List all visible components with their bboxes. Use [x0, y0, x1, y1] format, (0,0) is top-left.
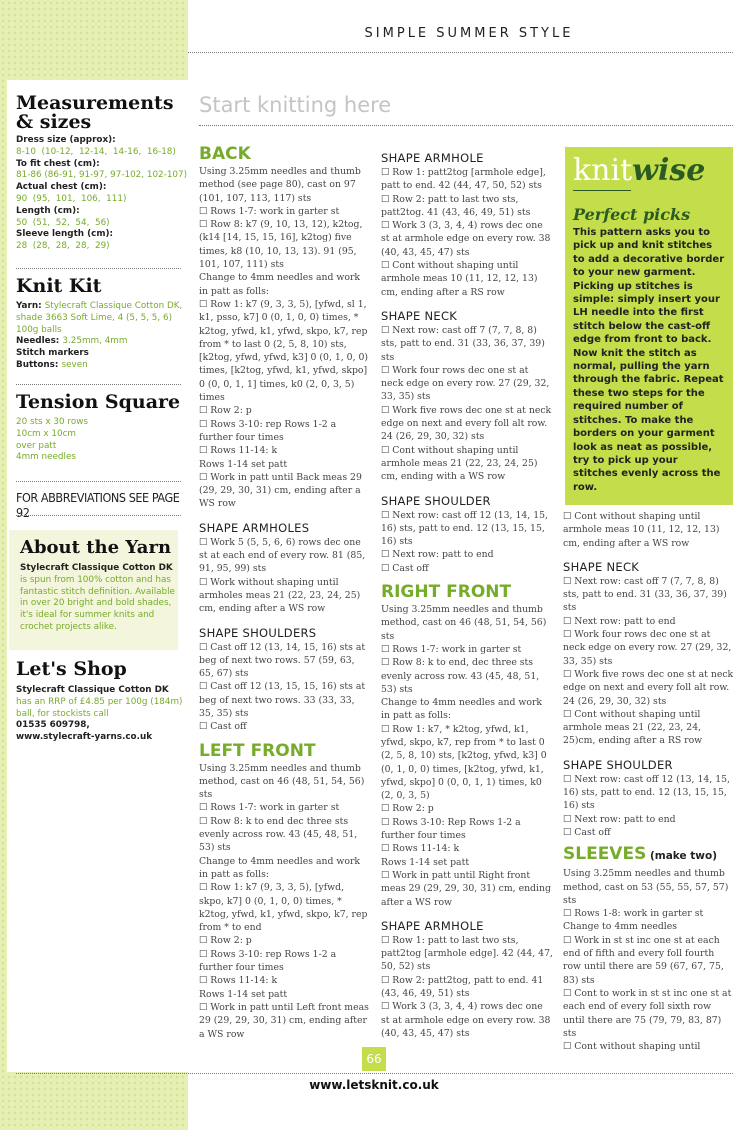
section-heading: RIGHT FRONT [381, 582, 512, 603]
pattern-instruction: ☐ Cont without shaping until armhole meas 10 (11, 12, 12, 13) cm, ending after a RS row [381, 260, 538, 298]
buttons-label: Buttons: [16, 359, 62, 370]
shop-text: has an RRP of £4.85 per 100g (184m) ball, for stockists call [16, 696, 183, 719]
pattern-instruction: ☐ Work 5 (5, 5, 6, 6) rows dec one st at each end of every row. 81 (85, 91, 95, 99) sts [199, 536, 366, 575]
pattern-instruction: ☐ Cast off 12 (13, 15, 15, 16) sts at beg of next two rows. 33 (33, 33, 35, 35) sts [199, 681, 366, 719]
yarn-label: Yarn: [16, 301, 45, 311]
tension-line: over patt [16, 440, 57, 451]
pattern-instruction: ☐ Rows 11-14: k [199, 445, 278, 457]
pattern-instruction: Using 3.25mm needles and thumb method, cast on 46 (48, 51, 54, 56) sts [381, 604, 547, 642]
pattern-instruction: ☐ Rows 3-10: rep Rows 1-2 a further four times [199, 418, 337, 443]
about-yarn-title: About the Yarn [20, 537, 172, 558]
sleeve-label: Sleeve length (cm): [16, 229, 114, 240]
pattern-instruction: ☐ Next row: cast off 7 (7, 7, 8, 8) sts, patt to end. 31 (33, 36, 37, 39) sts [563, 575, 727, 614]
pattern-instruction: ☐ Row 1: patt2tog [armhole edge], patt to end. 42 (44, 47, 50, 52) sts [381, 167, 546, 192]
pattern-instruction: ☐ Rows 1-7: work in garter st [199, 802, 340, 814]
shop-yarn-name: Stylecraft Classique Cotton DK [16, 685, 169, 695]
pattern-instruction: ☐ Cast off 12 (13, 14, 15, 16) sts at beg of next two rows. 57 (59, 63, 65, 67) sts [199, 641, 366, 680]
pattern-instruction: ☐ Rows 3-10: Rep Rows 1-2 a further four times [381, 816, 521, 842]
pattern-instruction: Rows 1-14 set patt [381, 856, 470, 868]
knitwise-box [565, 147, 733, 505]
measurements-title: Measurements & sizes [16, 92, 174, 133]
pattern-instruction: Using 3.25mm needles and thumb method (see page 80), cast on 97 (101, 107, 113, 117) sts [199, 166, 361, 204]
pattern-instruction: ☐ Cast off [563, 826, 611, 838]
actual-values: 90 (95, 101, 106, 111) [16, 193, 127, 204]
tension-line: 10cm x 10cm [16, 428, 76, 439]
pattern-instruction: ☐ Next row: cast off 12 (13, 14, 15, 16) sts, patt to end. 12 (13, 15, 15, 16) sts [563, 773, 730, 812]
subsection-heading: SHAPE SHOULDER [381, 493, 491, 508]
needles-value: 3.25mm, 4mm [62, 336, 128, 347]
chest-label: To fit chest (cm): [16, 158, 100, 169]
pattern-instruction: ☐ Next row: patt to end [563, 813, 676, 825]
pattern-instruction: Rows 1-14 set patt [199, 988, 288, 1000]
dress-label: Dress size (approx): [16, 135, 116, 145]
footer-rule [16, 1073, 733, 1074]
actual-label: Actual chest (cm): [16, 182, 107, 193]
pattern-instruction: ☐ Row 2: p [199, 935, 252, 947]
pattern-instruction: ☐ Work five rows dec one st at neck edge on next and every foll alt row. 24 (26, 29, 30, 32) sts [563, 668, 734, 707]
section-heading [563, 843, 735, 867]
length-values: 50 (51, 52, 54, 56) [16, 217, 110, 228]
pattern-instruction: Change to 4mm needles and work in patt as folls: [199, 855, 361, 880]
section-heading-sub: (make two) [646, 850, 718, 863]
shop-phone: 01535 609798, [16, 720, 90, 731]
pattern-instruction: ☐ Cast off [199, 721, 247, 733]
footer-url[interactable]: www.letsknit.co.uk [309, 1078, 439, 1092]
pattern-instruction: ☐ Next row: patt to end [381, 549, 494, 561]
pattern-instruction: ☐ Rows 3-10: rep Rows 1-2 a further four times [199, 948, 337, 974]
pattern-instruction: ☐ Cont to work in st st inc one st at each end of every foll sixth row until there are 75 (79, 79, 83, 87) sts [563, 987, 732, 1039]
section-heading: LEFT FRONT [199, 740, 316, 761]
pattern-instruction: Using 3.25mm needles and thumb method, cast on 53 (55, 55, 57, 57) sts [563, 868, 729, 906]
pattern-instruction: ☐ Next row: cast off 12 (13, 14, 15, 16) sts, patt to end. 12 (13, 15, 15, 16) sts [381, 509, 548, 548]
pattern-instruction: ☐ Work in patt until Right front meas 29 (29, 29, 30, 31) cm, ending after a WS row [381, 869, 551, 908]
pattern-instruction: ☐ Row 1: patt to last two sts, patt2tog [armhole edge]. 42 (44, 47, 50, 52) sts [381, 934, 553, 973]
pattern-instruction: ☐ Cont without shaping until armhole meas 21 (22, 23, 24, 25)cm, ending after a RS row [563, 708, 703, 747]
heading-rule [199, 125, 733, 126]
pattern-instruction: ☐ Row 1: k7 (9, 3, 3, 5), [yfwd, sl 1, k1, psso, k7] 0 (0, 1, 0, 0) times, * k2tog, yfwd, k1, yfwd, skpo, k7, rep from * to last 0 (2, 5, 8, 10) sts, [k2tog, yfwd, yfwd, k3] 0 (0, 1, 0, 0) times, [k2tog, yfwd, k1, yfwd, skpo] 0 (0, 0, 1, 1] times, k0 (2, 0, 3, 5) times [199, 298, 369, 404]
pattern-instruction: ☐ Work 3 (3, 3, 4, 4) rows dec one st at armhole edge on every row. 38 (40, 43, 45, 47) sts [381, 1001, 551, 1039]
knitwise-subtitle: Perfect picks [573, 205, 691, 224]
subsection-heading: SHAPE SHOULDERS [199, 625, 317, 640]
pattern-instruction: ☐ Work four rows dec one st at neck edge on every row. 27 (29, 32, 33, 35) sts [563, 629, 732, 667]
pattern-instruction: ☐ Row 8: k to end, dec three sts evenly across row. 43 (45, 48, 51, 53) sts [381, 657, 540, 695]
pattern-instruction: ☐ Cont without shaping until armhole meas 21 (22, 23, 24, 25) cm, ending with a WS row [381, 444, 538, 483]
lets-shop-section [16, 660, 188, 744]
sleeve-values: 28 (28, 28, 28, 29) [16, 241, 110, 252]
knitwise-logo-b: wise [632, 153, 706, 188]
subsection-heading: SHAPE ARMHOLES [199, 520, 310, 535]
pattern-instruction: ☐ Row 2: patt2tog, patt to end. 41 (43, 46, 49, 51) sts [381, 974, 544, 1000]
yarn-value: Stylecraft Classique Cotton DK, shade 3663 Soft Lime, 4 (5, 5, 5, 6) 100g balls [16, 301, 183, 335]
header-rule [188, 52, 733, 53]
section-heading-text: SLEEVES [563, 844, 647, 865]
pattern-column-2 [381, 150, 553, 1040]
pattern-instruction: ☐ Rows 11-14: k [381, 843, 460, 855]
pattern-instruction: ☐ Row 1: k7, * k2tog, yfwd, k1, yfwd, skpo, k7, rep from * to last 0 (2, 5, 8, 10) sts, [k2tog, yfwd, k3] 0 (0, 1, 0, 0) times, [k2tog, yfwd, k1, yfwd, skpo] 0 (0, 0, 1, 1) times, k0 (2, 0, 3, 5) [381, 723, 547, 802]
about-yarn-section [20, 538, 175, 634]
knit-kit-section [16, 277, 188, 372]
pattern-instruction: ☐ Next row: patt to end [563, 615, 676, 627]
yarn-name: Stylecraft Classique Cotton DK [20, 563, 173, 573]
length-label: Length (cm): [16, 205, 80, 216]
yarn-description: is spun from 100% cotton and has fantastic stitch definition. Available in over 20 bright and bold shades, it's ideal for summer knits and crochet projects alike. [20, 574, 175, 632]
lets-shop-title: Let's Shop [16, 658, 127, 680]
logo-underline [573, 190, 631, 191]
chest-values: 81-86 (86-91, 91-97, 97-102, 102-107) [16, 170, 188, 181]
dress-values: 8-10 (10-12, 12-14, 14-16, 16-18) [16, 146, 176, 157]
knitwise-body: This pattern asks you to pick up and knit stitches to add a decorative border to your new garment. Picking up stitches is simple: simply insert your LH needle into the first stitch below the cast-off edge from front to back. Now knit the stitch as normal, pulling the yarn through the fabric. Repeat these two steps for the required number of stitches. To make the borders on your garment look as neat as possible, try to pick up your stitches evenly across the row. [573, 227, 725, 493]
pattern-instruction: ☐ Row 2: p [199, 405, 252, 417]
tension-section [16, 393, 188, 464]
subsection-heading: SHAPE ARMHOLE [381, 918, 484, 933]
subsection-heading: SHAPE NECK [381, 308, 458, 323]
knit-kit-title: Knit Kit [16, 275, 102, 297]
pattern-instruction: ☐ Work four rows dec one st at neck edge on every row. 27 (29, 32, 33, 35) sts [381, 364, 550, 403]
pattern-instruction: ☐ Row 2: p [381, 803, 434, 815]
divider [16, 515, 181, 516]
pattern-column-1 [199, 143, 369, 1041]
pattern-instruction: Rows 1-14 set patt [199, 458, 288, 470]
pattern-instruction: ☐ Work in patt until Back meas 29 (29, 29, 30, 31) cm, ending after a WS row [199, 471, 362, 510]
pattern-instruction: ☐ Row 1: k7 (9, 3, 3, 5), [yfwd, skpo, k7] 0 (0, 1, 0, 0) times, * k2tog, yfwd, k1, yfwd, skpo, k7, rep from * to end [199, 882, 368, 934]
pattern-instruction: ☐ Row 2: patt to last two sts, patt2tog. 41 (43, 46, 49, 51) sts [381, 193, 531, 218]
tension-title: Tension Square [16, 391, 181, 413]
pattern-instruction: ☐ Cont without shaping until [563, 1041, 701, 1053]
knitwise-logo [573, 153, 725, 189]
pattern-instruction: ☐ Work five rows dec one st at neck edge on next and every foll alt row. 24 (26, 29, 30, 32) sts [381, 404, 552, 443]
page-number: 66 [362, 1047, 386, 1071]
pattern-instruction: ☐ Next row: cast off 7 (7, 7, 8, 8) sts, patt to end. 31 (33, 36, 37, 39) sts [381, 324, 545, 363]
abbreviations-note: FOR ABBREVIATIONS SEE PAGE 92 [16, 490, 180, 520]
pattern-instruction: Using 3.25mm needles and thumb method, cast on 46 (48, 51, 54, 56) sts [199, 762, 365, 801]
pattern-instruction: ☐ Work without shaping until armholes meas 21 (22, 23, 24, 25) cm, ending after a WS row [199, 576, 361, 615]
pattern-instruction: ☐ Cast off [381, 562, 429, 574]
pattern-instruction: Change to 4mm needles and work in patt as folls: [199, 272, 361, 297]
measurements-section [16, 94, 188, 253]
stitch-markers: Stitch markers [16, 348, 89, 359]
pattern-column-3 [563, 510, 735, 1053]
knitwise-logo-a: knit [573, 153, 633, 188]
pattern-instruction: Change to 4mm needles [563, 921, 678, 933]
series-title: SIMPLE SUMMER STYLE [364, 26, 574, 41]
pattern-instruction: ☐ Row 8: k to end dec three sts evenly across row. 43 (45, 48, 51, 53) sts [199, 815, 358, 854]
buttons-value: seven [61, 359, 88, 370]
pattern-instruction: ☐ Rows 1-7: work in garter st [199, 205, 340, 217]
pattern-instruction: ☐ Work 3 (3, 3, 4, 4) rows dec one st at armhole edge on every row. 38 (40, 43, 45, 47) sts [381, 220, 551, 258]
pattern-instruction: Change to 4mm needles and work in patt as folls: [381, 697, 543, 722]
tension-line: 4mm needles [16, 452, 76, 463]
pattern-instruction: ☐ Cont without shaping until armhole meas 10 (11, 12, 12, 13) cm, ending after a WS row [563, 511, 720, 549]
pattern-instruction: ☐ Row 8: k7 (9, 10, 13, 12), k2tog, (k14 [14, 15, 15, 16], k2tog) five times, k8 (10, 10, 13, 13). 91 (95, 101, 107, 111) sts [199, 219, 363, 271]
pattern-instruction: ☐ Rows 1-7: work in garter st [381, 643, 522, 655]
shop-website[interactable]: www.stylecraft-yarns.co.uk [16, 732, 153, 743]
section-heading: BACK [199, 144, 251, 164]
pattern-instruction: ☐ Rows 1-8: work in garter st [563, 908, 704, 920]
pattern-instruction: ☐ Rows 11-14: k [199, 975, 278, 987]
divider [16, 481, 181, 482]
subsection-heading: SHAPE ARMHOLE [381, 151, 484, 165]
subsection-heading: SHAPE SHOULDER [563, 757, 673, 772]
divider [16, 268, 181, 269]
start-knitting-heading: Start knitting here [199, 93, 392, 117]
pattern-instruction: ☐ Work in patt until Left front meas 29 (29, 29, 30, 31) cm, ending after a WS row [199, 1001, 369, 1040]
divider [16, 384, 181, 385]
tension-line: 20 sts x 30 rows [16, 417, 88, 427]
needles-label: Needles: [16, 336, 63, 347]
pattern-instruction: ☐ Work in st st inc one st at each end of fifth and every foll fourth row until there are 59 (67, 67, 75, 83) sts [563, 934, 724, 986]
subsection-heading: SHAPE NECK [563, 559, 640, 574]
